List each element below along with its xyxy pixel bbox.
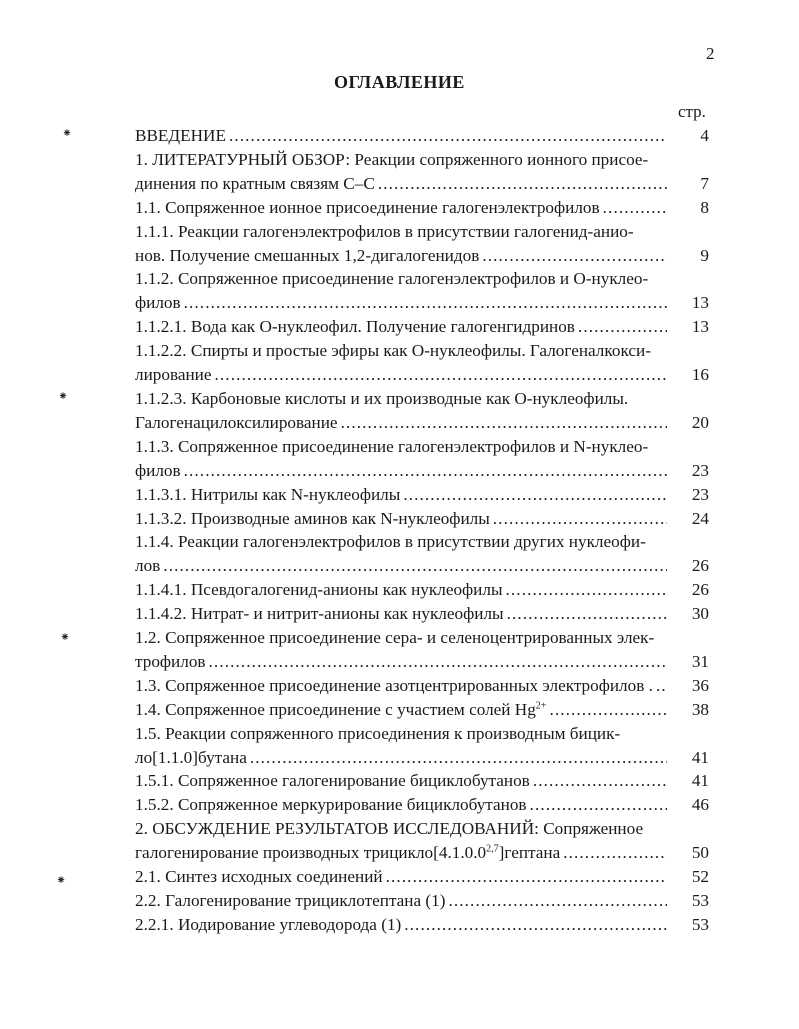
toc-entry-text: 1.1.3. Сопряженное присоединение галогенэлектрофилов и N-нуклео- (135, 436, 649, 456)
dot-leader (215, 363, 667, 387)
toc-entry-text-tail: ]гептана (498, 843, 561, 863)
toc-entry[interactable] (135, 530, 715, 578)
toc-entry-page: 7 (700, 173, 709, 193)
toc-entry-text: 1.1.4.1. Псевдогалогенид-анионы как нуклеофилы (135, 580, 503, 600)
toc-entry-line (135, 267, 667, 291)
toc-entry-text: 1.1.3.2. Производные аминов как N-нуклеофилы (135, 508, 490, 528)
toc-entry-last-line (135, 363, 667, 387)
toc-entry-line (135, 435, 667, 459)
scan-artifact-mark: ⁕ (58, 389, 69, 403)
toc-entry-page: 23 (691, 460, 709, 480)
toc-entry-last-line (135, 291, 667, 315)
toc-entry[interactable] (135, 196, 715, 220)
toc-entry-last-line (135, 793, 667, 817)
toc-entry-text: 2.2. Галогенирование трициклотептана (1) (135, 891, 446, 910)
dot-leader (533, 769, 667, 793)
toc-entry-text: филов (135, 460, 181, 480)
toc-entry-page: 36 (691, 675, 709, 695)
toc-entry-text: 1.4. Сопряженное присоединение с участием солей Hg (135, 699, 536, 719)
superscript: 2+ (535, 700, 547, 712)
toc-entry-text-group (135, 698, 546, 722)
toc-entry-last-line (135, 913, 667, 937)
dot-leader (209, 650, 667, 674)
toc-entry-page: 8 (700, 197, 709, 217)
toc-entry-page: 26 (691, 580, 709, 600)
scan-artifact-mark: ⁕ (62, 126, 73, 140)
dot-leader (493, 507, 667, 531)
toc-entry[interactable] (135, 602, 715, 626)
dot-leader (229, 124, 667, 148)
toc-entry-text: 1.1.3.1. Нитрилы как N-нуклеофилы (135, 484, 401, 504)
toc-entry-last-line (135, 483, 667, 507)
toc-entry[interactable] (135, 435, 715, 483)
toc-entry-page: 26 (691, 556, 709, 576)
dot-leader (341, 411, 667, 435)
toc-entry-line (135, 387, 667, 411)
toc-entry-last-line (135, 650, 667, 674)
toc-entry-last-line (135, 769, 667, 793)
dot-leader (404, 913, 667, 937)
toc-entry-last-line (135, 554, 667, 578)
toc-entry-page: 9 (700, 245, 709, 265)
toc-entry-text: 1.1.1. Реакции галогенэлектрофилов в присутствии галогенид-анио- (135, 221, 634, 241)
toc-entry-last-line (135, 507, 667, 531)
toc-entry-line (135, 339, 667, 363)
toc-entry[interactable] (135, 507, 715, 531)
toc-entry-page: 38 (691, 699, 709, 719)
dot-leader (378, 172, 667, 196)
toc-entry-last-line (135, 865, 667, 889)
toc-entry[interactable] (135, 315, 715, 339)
toc-entry-page: 24 (691, 508, 709, 528)
toc-entry-page: 23 (691, 484, 709, 504)
toc-entry-page: 13 (691, 317, 709, 337)
toc-entry-text: 1.5. Реакции сопряженного присоединения к производным бицик- (135, 723, 621, 743)
toc-entry-text: 1.5.1. Сопряженное галогенирование бициклобутанов (135, 771, 530, 791)
toc-entry[interactable] (135, 674, 715, 698)
toc-entry[interactable] (135, 793, 715, 817)
toc-entry[interactable] (135, 769, 715, 793)
toc-entry-text: лирование (135, 365, 212, 385)
toc-entry-line (135, 626, 667, 650)
toc-entry-page: 31 (691, 651, 709, 671)
dot-leader (656, 674, 667, 698)
toc-entry-page: 46 (691, 795, 709, 815)
toc-entry-text: 1.1.2. Сопряженное присоединение галогенэлектрофилов и O-нуклео- (135, 269, 649, 289)
toc-entry-page: 50 (691, 843, 709, 863)
toc-entry-last-line (135, 602, 667, 626)
dot-leader (386, 865, 667, 889)
dot-leader (184, 459, 667, 483)
toc-entry-text: 1.1.2.2. Спирты и простые эфиры как O-нуклеофилы. Галогеналкокси- (135, 341, 651, 361)
toc-entry-line (135, 148, 667, 172)
toc-entry-last-line (135, 196, 667, 220)
toc-entry-text: 1.3. Сопряженное присоединение азотцентрированных электрофилов . (135, 675, 653, 695)
toc-entry-line (135, 530, 667, 554)
toc-entry-text: ло[1.1.0]бутана (135, 747, 247, 767)
toc-entry-last-line (135, 172, 667, 196)
toc-entry-text: 1.1.2.3. Карбоновые кислоты и их производные как O-нуклеофилы. (135, 388, 629, 408)
toc-entry-text: лов (135, 556, 161, 576)
dot-leader (482, 244, 667, 268)
toc-entry[interactable] (135, 698, 715, 722)
toc-entry-last-line (135, 244, 667, 268)
toc-entry[interactable] (135, 483, 715, 507)
toc-entry-last-line (135, 698, 667, 722)
toc-entry[interactable] (135, 339, 715, 387)
dot-leader (184, 291, 667, 315)
page-column-label: стр. (678, 102, 706, 121)
toc-entry-text: галогенирование производных трицикло[4.1.0.0 (135, 843, 487, 863)
toc-entry-text: 1.5.2. Сопряженное меркурирование бициклобутанов (135, 795, 527, 815)
dot-leader (578, 315, 667, 339)
table-of-contents (135, 124, 715, 937)
toc-entry-page: 20 (691, 412, 709, 432)
toc-entry-page: 41 (691, 747, 709, 767)
toc-entry[interactable] (135, 387, 715, 435)
toc-entry-text-group (135, 841, 560, 865)
dot-leader (603, 196, 667, 220)
toc-entry-text: динения по кратным связям С–С (135, 173, 375, 193)
toc-entry-text: 1.1. Сопряженное ионное присоединение галогенэлектрофилов (135, 197, 600, 217)
toc-entry[interactable] (135, 267, 715, 315)
toc-entry-last-line (135, 889, 667, 913)
dot-leader (507, 602, 667, 626)
toc-entry-last-line (135, 315, 667, 339)
toc-entry-text: 1.2. Сопряженное присоединение сера- и селеноцентрированных элек- (135, 628, 655, 648)
dot-leader (403, 483, 667, 507)
dot-leader (563, 841, 667, 865)
toc-entry[interactable] (135, 578, 715, 602)
toc-entry-text: 2.2.1. Иодирование углеводорода (1) (135, 914, 402, 934)
scan-artifact-mark: ⁕ (56, 873, 67, 887)
dot-leader (506, 578, 667, 602)
toc-entry[interactable] (135, 148, 715, 196)
toc-entry-last-line (135, 578, 667, 602)
toc-entry-text: ВВЕДЕНИЕ (135, 126, 226, 145)
toc-entry-text: трофилов (135, 651, 206, 671)
toc-entry-text: 2.1. Синтез исходных соединений (135, 867, 383, 887)
superscript: 2,7 (486, 843, 499, 855)
toc-entry-page: 13 (691, 293, 709, 313)
toc-entry-text: 2. ОБСУЖДЕНИЕ РЕЗУЛЬТАТОВ ИССЛЕДОВАНИЙ: Сопряженное (135, 819, 644, 839)
dot-leader (530, 793, 667, 817)
toc-entry-page: 30 (691, 604, 709, 624)
toc-entry[interactable] (135, 626, 715, 674)
scan-artifact-mark: ⁕ (60, 630, 71, 644)
toc-entry-page: 52 (691, 867, 709, 887)
toc-entry-page: 41 (691, 771, 709, 791)
toc-entry[interactable] (135, 817, 715, 865)
toc-entry-text: Галогенацилоксилирование (135, 412, 338, 432)
dot-leader (448, 889, 667, 913)
page-title: ОГЛАВЛЕНИЕ (334, 72, 465, 92)
toc-entry[interactable] (135, 220, 715, 268)
toc-entry-text: 1. ЛИТЕРАТУРНЫЙ ОБЗОР: Реакции сопряженного ионного присое- (135, 149, 649, 169)
toc-entry-page: 4 (700, 126, 709, 145)
toc-entry-line (135, 817, 667, 841)
toc-entry-last-line (135, 746, 667, 770)
toc-entry-page: 16 (691, 365, 709, 385)
toc-entry-text: 1.1.2.1. Вода как O-нуклеофил. Получение галогенгидринов (135, 317, 575, 337)
toc-entry-page: 53 (691, 891, 709, 910)
toc-entry-last-line (135, 124, 667, 148)
dot-leader (549, 698, 667, 722)
toc-entry-line (135, 220, 667, 244)
toc-entry-text: 1.1.4.2. Нитрат- и нитрит-анионы как нуклеофилы (135, 604, 504, 624)
toc-entry-last-line (135, 411, 667, 435)
dot-leader (250, 746, 667, 770)
toc-entry-last-line (135, 459, 667, 483)
toc-entry-text: филов (135, 293, 181, 313)
toc-entry-text: 1.1.4. Реакции галогенэлектрофилов в присутствии других нуклеофи- (135, 532, 646, 552)
toc-entry-last-line (135, 674, 667, 698)
toc-entry[interactable] (135, 865, 715, 889)
toc-entry[interactable] (135, 889, 715, 913)
toc-entry-line (135, 722, 667, 746)
dot-leader (163, 554, 667, 578)
toc-entry-text: нов. Получение смешанных 1,2-дигалогенидов (135, 245, 480, 265)
toc-entry[interactable] (135, 722, 715, 770)
toc-entry-page: 53 (691, 914, 709, 934)
toc-entry[interactable] (135, 913, 715, 937)
toc-entry-last-line (135, 841, 667, 865)
toc-entry[interactable] (135, 124, 715, 148)
page-number: 2 (706, 44, 715, 63)
